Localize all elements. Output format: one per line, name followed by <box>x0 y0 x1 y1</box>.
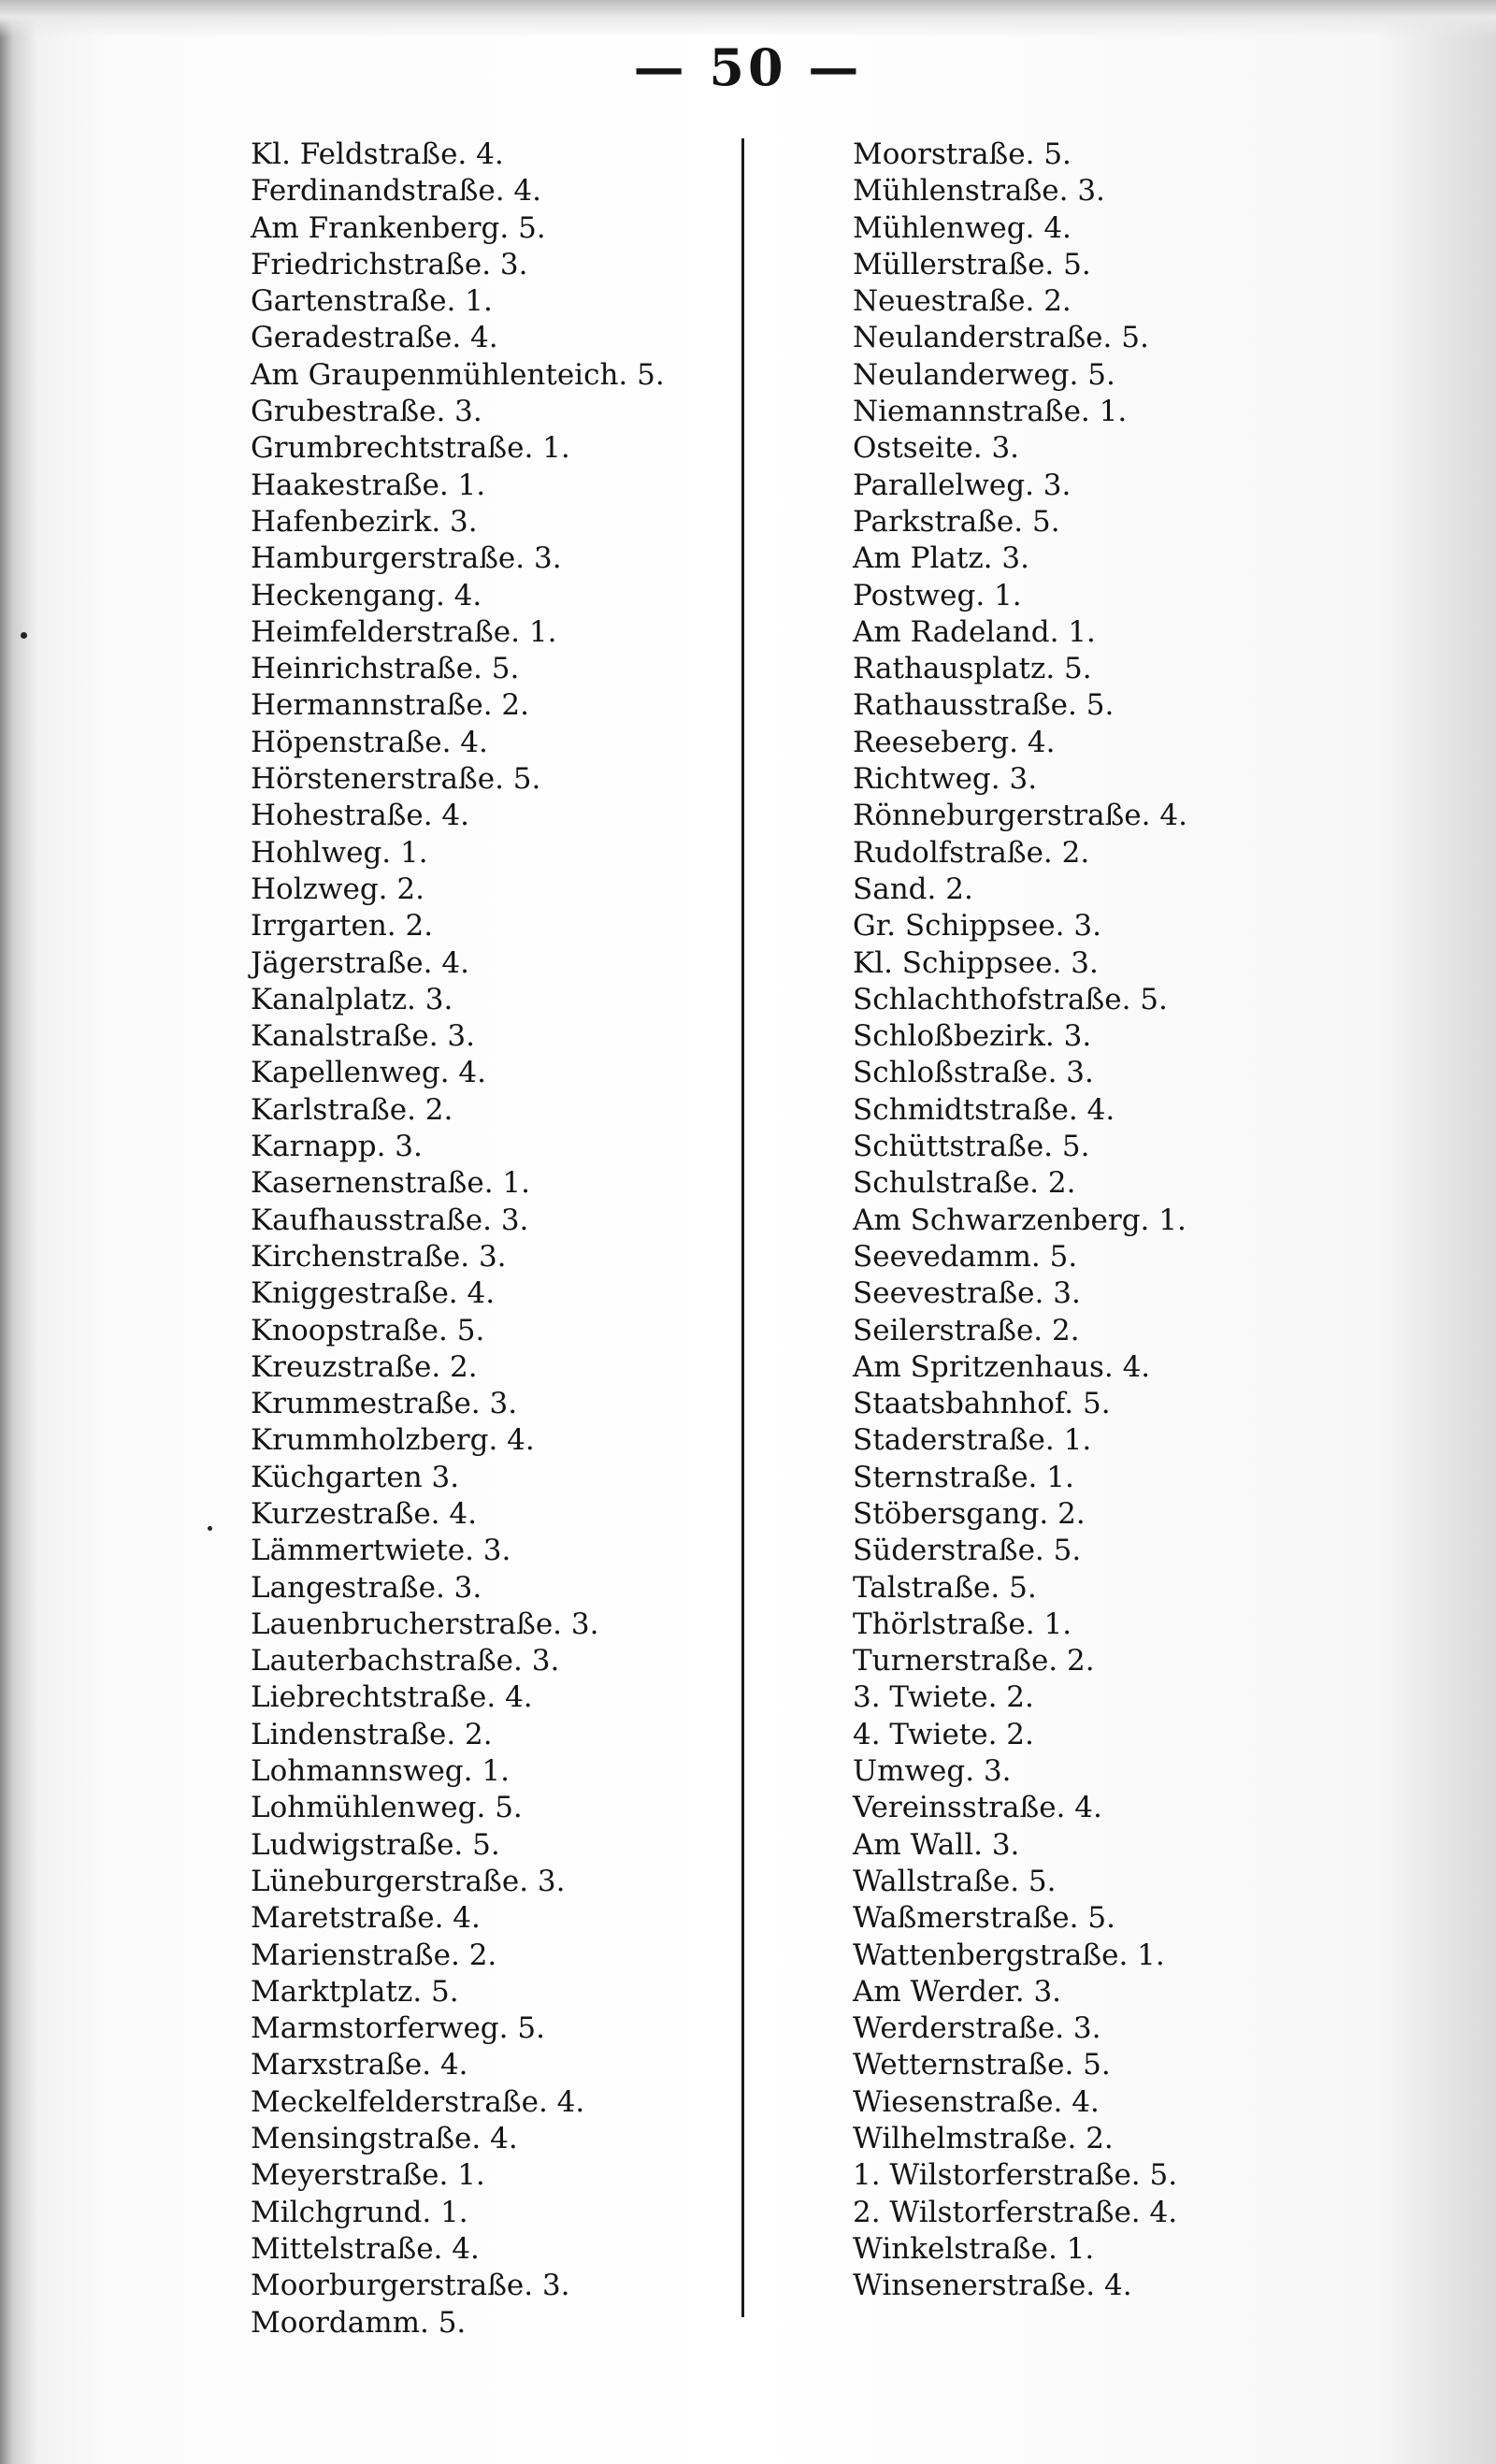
street-entry: Neulanderweg. 5. <box>853 357 1115 392</box>
street-entry: Milchgrund. 1. <box>251 2195 468 2229</box>
street-entry: Kapellenweg. 4. <box>251 1056 486 1090</box>
street-entry: Gartenstraße. 1. <box>251 284 493 319</box>
street-entry: Staderstraße. 1. <box>853 1423 1092 1458</box>
street-entry: Kniggestraße. 4. <box>251 1276 496 1311</box>
street-entry: Kurzestraße. 4. <box>251 1496 477 1531</box>
page-number: — 50 — <box>633 37 863 97</box>
street-entry: Neuestraße. 2. <box>853 284 1072 319</box>
street-entry: Postweg. 1. <box>853 578 1022 612</box>
street-entry: Kanalstraße. 3. <box>251 1019 476 1054</box>
street-entry: Süderstraße. 5. <box>853 1534 1082 1568</box>
street-entry: Winsenerstraße. 4. <box>853 2269 1132 2303</box>
street-entry: Kl. Feldstraße. 4. <box>251 137 504 171</box>
column-divider <box>741 138 744 2317</box>
street-entry: Vereinsstraße. 4. <box>853 1791 1102 1825</box>
street-entry: Grubestraße. 3. <box>251 395 482 429</box>
street-entry: Lindenstraße. 2. <box>251 1717 493 1751</box>
street-entry: Kirchenstraße. 3. <box>251 1239 507 1274</box>
street-entry: Rathausstraße. 5. <box>853 688 1115 723</box>
street-entry: Wattenbergstraße. 1. <box>853 1938 1165 1972</box>
street-entry: Friedrichstraße. 3. <box>251 247 528 281</box>
street-entry: Thörlstraße. 1. <box>853 1607 1072 1641</box>
street-entry: Niemannstraße. 1. <box>853 395 1128 429</box>
street-entry: Schulstraße. 2. <box>853 1166 1076 1201</box>
street-entry: Hohlweg. 1. <box>251 835 428 870</box>
street-entry: Heckengang. 4. <box>251 578 482 612</box>
street-entry: Hörstenerstraße. 5. <box>251 762 541 797</box>
street-entry: Hermannstraße. 2. <box>251 688 530 723</box>
street-entry: Heimfelderstraße. 1. <box>251 614 557 649</box>
street-list-left <box>251 137 665 2342</box>
street-entry: Am Wall. 3. <box>853 1827 1020 1862</box>
street-entry: Wiesenstraße. 4. <box>853 2084 1100 2119</box>
street-entry: Hamburgerstraße. 3. <box>251 541 562 576</box>
street-entry: Kl. Schippsee. 3. <box>853 945 1099 980</box>
ink-speck <box>21 632 27 639</box>
street-entry: Moorburgerstraße. 3. <box>251 2269 570 2303</box>
street-entry: Stöbersgang. 2. <box>853 1496 1086 1531</box>
street-entry: Richtweg. 3. <box>853 762 1038 797</box>
street-entry: Kreuzstraße. 2. <box>251 1349 478 1384</box>
street-entry: Schloßbezirk. 3. <box>853 1019 1092 1054</box>
street-entry: Grumbrechtstraße. 1. <box>251 431 570 466</box>
street-entry: Hafenbezirk. 3. <box>251 504 478 539</box>
street-entry: Mühlenweg. 4. <box>853 210 1072 245</box>
street-entry: Lüneburgerstraße. 3. <box>251 1864 566 1898</box>
street-entry: Gr. Schippsee. 3. <box>853 909 1101 944</box>
street-entry: Krummholzberg. 4. <box>251 1423 535 1458</box>
street-entry: Schüttstraße. 5. <box>853 1130 1090 1164</box>
street-entry: Krummestraße. 3. <box>251 1387 518 1421</box>
street-entry: Meyerstraße. 1. <box>251 2158 485 2193</box>
street-entry: Kanalplatz. 3. <box>251 982 453 1016</box>
street-entry: Meckelfelderstraße. 4. <box>251 2084 585 2119</box>
street-entry: Am Radeland. 1. <box>853 614 1096 649</box>
ink-speck <box>208 1526 212 1531</box>
street-entry: Irrgarten. 2. <box>251 909 434 944</box>
street-entry: Am Graupenmühlenteich. 5. <box>251 357 665 392</box>
street-entry: Rathausplatz. 5. <box>853 652 1092 686</box>
street-entry: Am Platz. 3. <box>853 541 1029 576</box>
street-entry: 4. Twiete. 2. <box>853 1717 1034 1751</box>
street-entry: Knoopstraße. 5. <box>251 1313 485 1347</box>
street-entry: Mittelstraße. 4. <box>251 2231 480 2266</box>
street-entry: Moordamm. 5. <box>251 2305 467 2340</box>
street-entry: Reeseberg. 4. <box>853 725 1056 759</box>
street-entry: Küchgarten 3. <box>251 1460 460 1494</box>
street-entry: Holzweg. 2. <box>251 872 424 906</box>
street-entry: Am Schwarzenberg. 1. <box>853 1203 1187 1237</box>
street-entry: Lauterbachstraße. 3. <box>251 1644 560 1679</box>
street-entry: Waßmerstraße. 5. <box>853 1901 1115 1936</box>
street-entry: Seevestraße. 3. <box>853 1276 1081 1311</box>
street-entry: Lauenbrucherstraße. 3. <box>251 1607 599 1641</box>
street-entry: Ostseite. 3. <box>853 431 1020 466</box>
street-entry: 3. Twiete. 2. <box>853 1680 1034 1715</box>
street-entry: Kasernenstraße. 1. <box>251 1166 530 1201</box>
street-entry: Mensingstraße. 4. <box>251 2122 518 2156</box>
street-entry: Ferdinandstraße. 4. <box>251 174 541 209</box>
street-entry: Schloßstraße. 3. <box>853 1056 1094 1090</box>
street-entry: Heinrichstraße. 5. <box>251 652 520 686</box>
street-entry: Marktplatz. 5. <box>251 1974 459 2009</box>
street-entry: Sand. 2. <box>853 872 973 906</box>
street-entry: Höpenstraße. 4. <box>251 725 488 759</box>
street-entry: Sternstraße. 1. <box>853 1460 1074 1494</box>
street-entry: Am Frankenberg. 5. <box>251 210 546 245</box>
street-entry: Winkelstraße. 1. <box>853 2231 1095 2266</box>
street-entry: Seilerstraße. 2. <box>853 1313 1080 1347</box>
street-entry: Wetternstraße. 5. <box>853 2048 1111 2082</box>
street-entry: Wallstraße. 5. <box>853 1864 1057 1898</box>
street-entry: Werderstraße. 3. <box>853 2011 1101 2046</box>
street-entry: Staatsbahnhof. 5. <box>853 1387 1111 1421</box>
street-entry: Geradestraße. 4. <box>251 321 498 355</box>
street-entry: Turnerstraße. 2. <box>853 1644 1095 1679</box>
street-entry: Müllerstraße. 5. <box>853 247 1091 281</box>
street-entry: Talstraße. 5. <box>853 1570 1037 1605</box>
street-entry: Marmstorferweg. 5. <box>251 2011 545 2046</box>
street-entry: Schmidtstraße. 4. <box>853 1092 1115 1127</box>
street-entry: Jägerstraße. 4. <box>251 945 469 980</box>
street-entry: Marxstraße. 4. <box>251 2048 468 2082</box>
street-entry: 1. Wilstorferstraße. 5. <box>853 2158 1178 2193</box>
street-entry: Am Spritzenhaus. 4. <box>853 1349 1151 1384</box>
street-entry: Marienstraße. 2. <box>251 1938 497 1972</box>
street-entry: Hohestraße. 4. <box>251 799 470 833</box>
street-entry: Seevedamm. 5. <box>853 1239 1078 1274</box>
street-entry: Haakestraße. 1. <box>251 468 486 502</box>
street-entry: Liebrechtstraße. 4. <box>251 1680 533 1715</box>
street-entry: Lohmannsweg. 1. <box>251 1754 510 1789</box>
street-entry: Mühlenstraße. 3. <box>853 174 1105 209</box>
street-entry: Rönneburgerstraße. 4. <box>853 799 1187 833</box>
street-entry: Maretstraße. 4. <box>251 1901 481 1936</box>
street-entry: Parallelweg. 3. <box>853 468 1072 502</box>
street-entry: Ludwigstraße. 5. <box>251 1827 500 1862</box>
street-entry: Rudolfstraße. 2. <box>853 835 1090 870</box>
street-entry: Langestraße. 3. <box>251 1570 482 1605</box>
street-entry: Parkstraße. 5. <box>853 504 1060 539</box>
page-edge-shadow <box>0 0 1496 37</box>
street-list-right <box>853 137 1187 2305</box>
street-entry: Karlstraße. 2. <box>251 1092 453 1127</box>
street-entry: Neulanderstraße. 5. <box>853 321 1149 355</box>
street-entry: 2. Wilstorferstraße. 4. <box>853 2195 1178 2229</box>
street-entry: Lohmühlenweg. 5. <box>251 1791 523 1825</box>
street-entry: Schlachthofstraße. 5. <box>853 982 1168 1016</box>
street-entry: Kaufhausstraße. 3. <box>251 1203 529 1237</box>
street-entry: Moorstraße. 5. <box>853 137 1072 171</box>
street-entry: Wilhelmstraße. 2. <box>853 2122 1114 2156</box>
street-entry: Lämmertwiete. 3. <box>251 1534 511 1568</box>
street-entry: Umweg. 3. <box>853 1754 1012 1789</box>
street-entry: Karnapp. 3. <box>251 1130 423 1164</box>
street-entry: Am Werder. 3. <box>853 1974 1062 2009</box>
